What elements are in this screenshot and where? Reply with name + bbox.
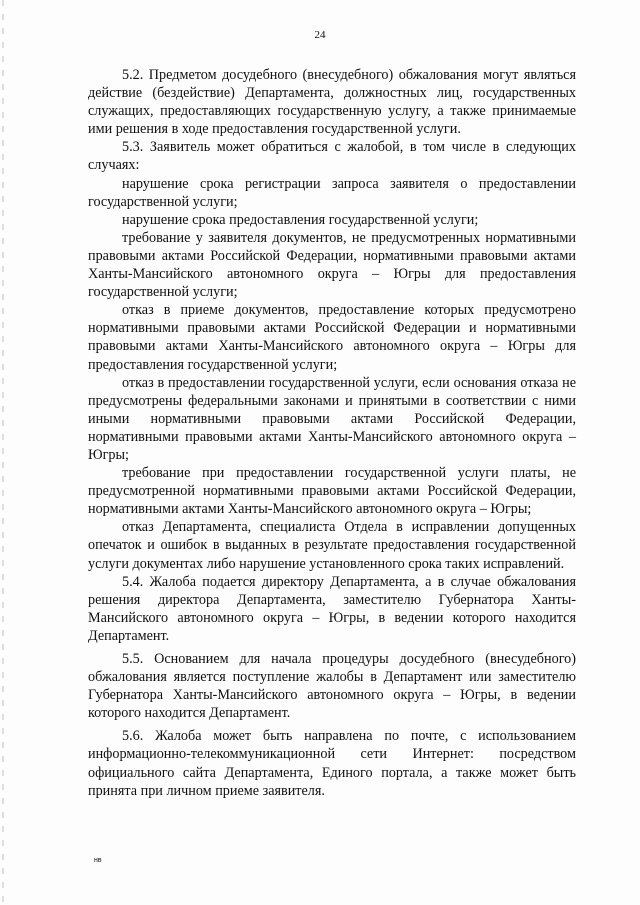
list-item: нарушение срока регистрации запроса заявителя о предоставлении государственной услуги; [88,175,576,210]
scan-edge-mark [2,0,4,905]
paragraph-5-2: 5.2. Предметом досудебного (внесудебного) обжалования могут являться действие (бездействие) Департамента, должностных лиц, государственных служащих, предоставляющих государственную услугу, а также принимаемые ими решения в ходе предоставления государственной услуги. [88,67,576,138]
paragraph-5-3: 5.3. Заявитель может обратиться с жалобой, в том числе в следующих случаях: [88,139,576,174]
list-item: отказ в приеме документов, предоставление которых предусмотрено нормативными правовыми актами Российской Федерации и нормативными правовыми актами Ханты-Мансийского автономного округа – Югры для предоставления государственной услуги; [88,302,576,373]
list-item: нарушение срока предоставления государственной услуги; [122,211,479,228]
list-item: отказ Департамента, специалиста Отдела в исправлении допущенных опечаток и ошибок в выданных в результате предоставления государственной услуги документах либо нарушение установленного срока таких исправлений. [88,519,576,572]
paragraph-5-6: 5.6. Жалоба может быть направлена по почте, с использованием информационно-телекоммуникационной сети Интернет: посредством официального сайта Департамента, Единого портала, а также может быть принята при личном приеме заявителя. [88,728,576,799]
paragraph-5-4: 5.4. Жалоба подается директору Департамента, а в случае обжалования решения директора Департамента, заместителю Губернатора Ханты-Мансийского автономного округа – Югры, в ведении которого находится Департамент. [88,573,576,644]
document-body [88,66,576,800]
list-item: требование у заявителя документов, не предусмотренных нормативными правовыми актами Российской Федерации, нормативными правовыми актами Ханты-Мансийского автономного округа – Югры для предоставления государственной услуги; [88,229,576,301]
list-item: отказ в предоставлении государственной услуги, если основания отказа не предусмотрены федеральными законами и принятыми в соответствии с ними иными нормативными правовыми актами Российской Федерации, нормативными правовыми актами Ханты-Мансийского автономного округа – Югры; [88,374,576,463]
footer-initials: нв [94,857,102,864]
page-number: 24 [314,29,326,41]
list-item: требование при предоставлении государственной услуги платы, не предусмотренной нормативными правовыми актами Российской Федерации, нормативными актами Ханты-Мансийского автономного округа – Югры; [88,465,576,518]
paragraph-5-5: 5.5. Основанием для начала процедуры досудебного (внесудебного) обжалования является поступление жалобы в Департамент или заместителю Губернатора Ханты-Мансийского автономного округа – Югры, в ведении которого находится Департамент. [88,651,576,722]
